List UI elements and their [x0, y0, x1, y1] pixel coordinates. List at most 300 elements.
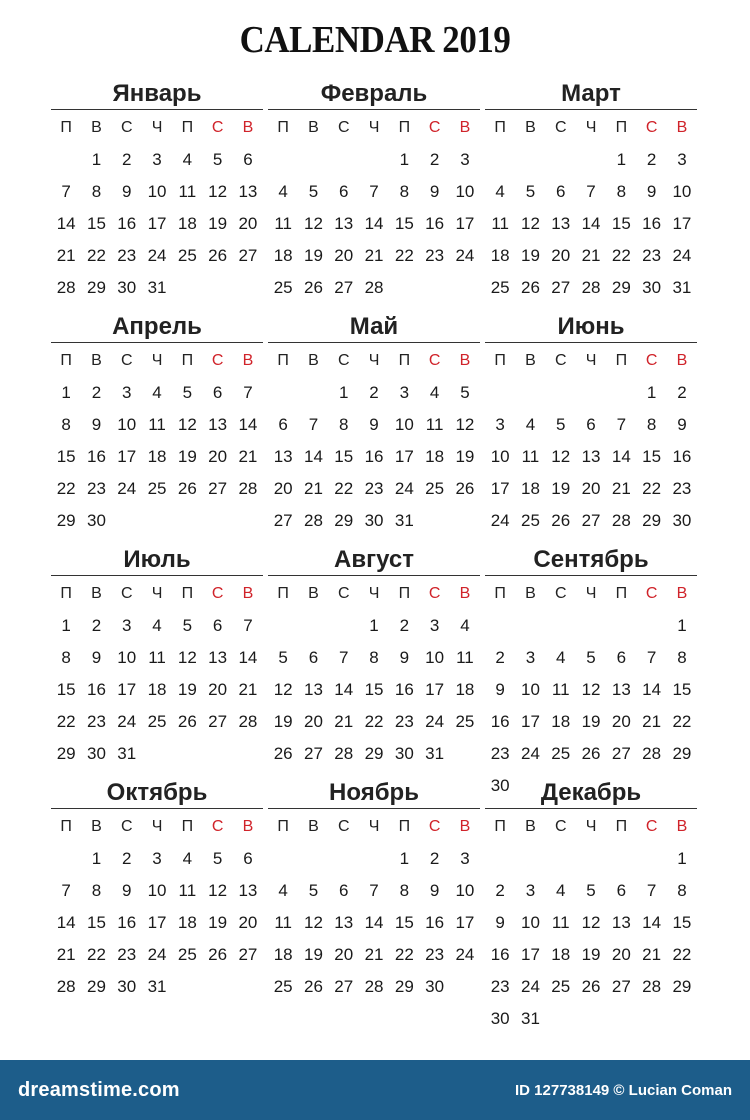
day-cell: 4 [460, 616, 470, 635]
day-cell: 1 [369, 616, 379, 635]
month-block [268, 777, 480, 1010]
empty-cell [606, 377, 636, 409]
weekday-header: В [91, 585, 102, 602]
month-days-grid [51, 112, 263, 304]
day-cell: 17 [672, 214, 692, 233]
day-cell: 9 [399, 648, 410, 667]
weekday-header: С [337, 818, 350, 835]
month-name: Март [485, 78, 697, 110]
weekday-header: П [398, 119, 411, 136]
day-cell: 30 [86, 511, 106, 530]
weekday-header: В [525, 352, 536, 369]
day-cell: 5 [460, 383, 470, 402]
day-cell: 7 [646, 648, 657, 667]
day-cell: 4 [182, 849, 193, 868]
day-cell: 7 [369, 182, 379, 201]
weekday-header: Ч [368, 119, 380, 136]
day-cell: 10 [490, 447, 510, 466]
day-cell: 18 [490, 246, 510, 265]
day-cell: 26 [208, 246, 228, 265]
day-cell: 26 [303, 977, 323, 996]
day-cell: 15 [394, 214, 414, 233]
day-cell: 29 [56, 511, 76, 530]
empty-cell [546, 610, 576, 642]
day-cell: 14 [334, 680, 354, 699]
month-block [485, 78, 697, 311]
weekday-header: С [645, 585, 658, 602]
day-cell: 19 [455, 447, 475, 466]
day-cell: 26 [177, 712, 197, 731]
day-cell: 15 [56, 680, 76, 699]
day-cell: 23 [642, 246, 662, 265]
day-cell: 6 [339, 182, 349, 201]
weekday-header: В [91, 818, 102, 835]
day-cell: 13 [581, 447, 601, 466]
empty-cell [329, 610, 359, 642]
day-cell: 2 [495, 881, 505, 900]
day-cell: 23 [117, 945, 137, 964]
day-cell: 10 [455, 881, 475, 900]
day-cell: 27 [273, 511, 293, 530]
day-cell: 25 [520, 511, 540, 530]
day-cell: 30 [86, 744, 106, 763]
weekday-header: С [554, 119, 567, 136]
day-cell: 3 [429, 616, 440, 635]
day-cell: 22 [56, 712, 76, 731]
day-cell: 21 [238, 447, 258, 466]
day-cell: 27 [334, 977, 354, 996]
day-cell: 26 [273, 744, 293, 763]
day-cell: 6 [339, 881, 349, 900]
day-cell: 8 [61, 648, 71, 667]
month-name: Май [268, 311, 480, 343]
day-cell: 7 [616, 415, 627, 434]
day-cell: 1 [677, 616, 687, 635]
weekday-header: П [277, 352, 289, 369]
empty-cell [485, 843, 515, 875]
weekday-header: С [337, 352, 350, 369]
weekday-header: П [494, 818, 506, 835]
day-cell: 22 [364, 712, 384, 731]
day-cell: 24 [672, 246, 692, 265]
weekday-header: П [615, 352, 628, 369]
month-name: Январь [51, 78, 263, 110]
day-cell: 25 [551, 977, 571, 996]
day-cell: 16 [364, 447, 384, 466]
day-cell: 3 [677, 150, 687, 169]
day-cell: 22 [672, 712, 692, 731]
day-cell: 21 [238, 680, 258, 699]
day-cell: 2 [399, 616, 410, 635]
day-cell: 24 [455, 246, 475, 265]
day-cell: 22 [611, 246, 631, 265]
day-cell: 12 [303, 913, 323, 932]
day-cell: 25 [425, 479, 445, 498]
weekday-header: В [242, 119, 254, 136]
day-cell: 12 [455, 415, 475, 434]
month-name: Ноябрь [268, 777, 480, 809]
day-cell: 28 [303, 511, 323, 530]
day-cell: 10 [394, 415, 414, 434]
day-cell: 11 [491, 214, 509, 233]
day-cell: 31 [147, 278, 167, 297]
day-cell: 14 [238, 415, 258, 434]
day-cell: 3 [460, 849, 470, 868]
day-cell: 19 [581, 712, 601, 731]
day-cell: 29 [86, 977, 106, 996]
day-cell: 25 [273, 278, 293, 297]
day-cell: 30 [117, 977, 137, 996]
day-cell: 2 [91, 383, 102, 402]
day-cell: 7 [61, 881, 71, 900]
day-cell: 27 [551, 278, 571, 297]
month-block [51, 544, 263, 777]
weekday-header: В [459, 119, 471, 136]
day-cell: 10 [147, 182, 167, 201]
day-cell: 21 [642, 712, 662, 731]
day-cell: 27 [334, 278, 354, 297]
day-cell: 2 [429, 150, 440, 169]
weekday-header: Ч [151, 352, 163, 369]
day-cell: 22 [672, 945, 692, 964]
day-cell: 16 [672, 447, 692, 466]
day-cell: 19 [303, 246, 323, 265]
day-cell: 11 [178, 881, 197, 900]
day-cell: 19 [581, 945, 601, 964]
day-cell: 19 [208, 913, 228, 932]
day-cell: 16 [86, 447, 106, 466]
empty-cell [606, 610, 636, 642]
empty-cell [268, 144, 298, 176]
day-cell: 8 [339, 415, 349, 434]
month-days-grid [485, 345, 697, 537]
day-cell: 13 [238, 182, 258, 201]
day-cell: 26 [208, 945, 228, 964]
month-block [268, 311, 480, 544]
day-cell: 23 [117, 246, 137, 265]
day-cell: 18 [177, 214, 197, 233]
day-cell: 24 [147, 246, 167, 265]
day-cell: 11 [551, 680, 570, 699]
day-cell: 8 [399, 881, 410, 900]
day-cell: 14 [238, 648, 258, 667]
day-cell: 2 [677, 383, 687, 402]
empty-cell [268, 610, 298, 642]
month-block [268, 78, 480, 311]
weekday-header: С [211, 119, 224, 136]
day-cell: 30 [117, 278, 137, 297]
empty-cell [515, 144, 545, 176]
day-cell: 13 [238, 881, 258, 900]
day-cell: 11 [178, 182, 197, 201]
empty-cell [485, 377, 515, 409]
day-cell: 23 [672, 479, 692, 498]
day-cell: 5 [278, 648, 288, 667]
day-cell: 9 [122, 182, 132, 201]
day-cell: 2 [429, 849, 440, 868]
day-cell: 28 [642, 977, 662, 996]
day-cell: 12 [303, 214, 323, 233]
day-cell: 2 [369, 383, 379, 402]
empty-cell [329, 144, 359, 176]
day-cell: 5 [182, 616, 193, 635]
weekday-header: П [398, 352, 411, 369]
weekday-header: П [60, 585, 72, 602]
day-cell: 3 [460, 150, 470, 169]
day-cell: 4 [495, 182, 505, 201]
day-cell: 24 [117, 712, 137, 731]
weekday-header: П [494, 119, 506, 136]
day-cell: 6 [243, 849, 253, 868]
empty-cell [268, 377, 298, 409]
day-cell: 18 [551, 712, 571, 731]
day-cell: 15 [394, 913, 414, 932]
day-cell: 4 [556, 881, 566, 900]
empty-cell [515, 610, 545, 642]
day-cell: 7 [369, 881, 379, 900]
day-cell: 10 [117, 415, 137, 434]
day-cell: 19 [177, 447, 197, 466]
day-cell: 30 [490, 1009, 510, 1028]
day-cell: 20 [611, 712, 631, 731]
day-cell: 27 [611, 977, 631, 996]
day-cell: 22 [86, 246, 106, 265]
empty-cell [576, 610, 606, 642]
footer-logo[interactable]: dreamstime.com [18, 1078, 180, 1101]
day-cell: 27 [581, 511, 601, 530]
day-cell: 29 [334, 511, 354, 530]
day-cell: 8 [399, 182, 410, 201]
day-cell: 13 [551, 214, 571, 233]
day-cell: 27 [208, 712, 228, 731]
day-cell: 3 [399, 383, 410, 402]
day-cell: 9 [429, 881, 440, 900]
day-cell: 25 [273, 977, 293, 996]
empty-cell [515, 843, 545, 875]
day-cell: 25 [177, 246, 197, 265]
weekday-header: В [525, 585, 536, 602]
day-cell: 8 [677, 648, 687, 667]
day-cell: 20 [238, 214, 258, 233]
day-cell: 23 [425, 945, 445, 964]
day-cell: 28 [334, 744, 354, 763]
month-name: Август [268, 544, 480, 576]
month-days-grid [485, 578, 697, 802]
weekday-header: П [181, 585, 194, 602]
day-cell: 11 [274, 214, 292, 233]
day-cell: 11 [456, 648, 474, 667]
day-cell: 29 [611, 278, 631, 297]
day-cell: 8 [677, 881, 687, 900]
weekday-header: С [645, 352, 658, 369]
day-cell: 4 [152, 616, 162, 635]
day-cell: 26 [455, 479, 475, 498]
weekday-header: В [676, 119, 688, 136]
day-cell: 6 [212, 616, 223, 635]
day-cell: 6 [616, 881, 627, 900]
day-cell: 21 [364, 945, 384, 964]
day-cell: 3 [122, 383, 132, 402]
day-cell: 14 [642, 913, 662, 932]
weekday-header: П [181, 119, 194, 136]
day-cell: 11 [425, 415, 444, 434]
day-cell: 15 [642, 447, 662, 466]
weekday-header: В [459, 585, 471, 602]
weekday-header: П [277, 818, 289, 835]
day-cell: 3 [525, 881, 536, 900]
empty-cell [546, 377, 576, 409]
day-cell: 27 [238, 945, 258, 964]
day-cell: 1 [399, 849, 410, 868]
day-cell: 24 [455, 945, 475, 964]
day-cell: 21 [642, 945, 662, 964]
day-cell: 13 [208, 415, 228, 434]
day-cell: 26 [520, 278, 540, 297]
day-cell: 13 [303, 680, 323, 699]
day-cell: 13 [611, 913, 631, 932]
weekday-header: П [277, 119, 289, 136]
day-cell: 17 [455, 214, 475, 233]
day-cell: 28 [364, 278, 384, 297]
weekday-header: В [676, 818, 688, 835]
weekday-header: Ч [585, 818, 597, 835]
month-name: Сентябрь [485, 544, 697, 576]
day-cell: 23 [490, 744, 510, 763]
day-cell: 28 [56, 278, 76, 297]
day-cell: 7 [308, 415, 319, 434]
empty-cell [515, 377, 545, 409]
day-cell: 27 [611, 744, 631, 763]
day-cell: 17 [147, 913, 167, 932]
day-cell: 1 [616, 150, 627, 169]
day-cell: 14 [56, 913, 76, 932]
day-cell: 24 [520, 744, 540, 763]
day-cell: 4 [278, 182, 288, 201]
weekday-header: В [91, 119, 102, 136]
day-cell: 15 [56, 447, 76, 466]
month-days-grid [268, 811, 480, 1003]
weekday-header: П [60, 352, 72, 369]
day-cell: 1 [61, 616, 71, 635]
weekday-header: П [398, 585, 411, 602]
day-cell: 20 [334, 945, 354, 964]
weekday-header: С [120, 818, 133, 835]
day-cell: 5 [182, 383, 193, 402]
day-cell: 7 [339, 648, 349, 667]
weekday-header: Ч [585, 585, 597, 602]
weekday-header: В [308, 352, 319, 369]
day-cell: 5 [212, 150, 223, 169]
month-block [268, 544, 480, 777]
empty-cell [485, 610, 515, 642]
day-cell: 29 [56, 744, 76, 763]
day-cell: 29 [394, 977, 414, 996]
empty-cell [298, 144, 328, 176]
day-cell: 5 [586, 648, 596, 667]
weekday-header: П [494, 352, 506, 369]
month-days-grid [268, 578, 480, 770]
weekday-header: С [211, 585, 224, 602]
empty-cell [606, 843, 636, 875]
weekday-header: В [242, 818, 254, 835]
day-cell: 10 [425, 648, 445, 667]
day-cell: 9 [369, 415, 379, 434]
day-cell: 23 [490, 977, 510, 996]
day-cell: 14 [56, 214, 76, 233]
day-cell: 2 [646, 150, 657, 169]
day-cell: 26 [303, 278, 323, 297]
empty-cell [298, 610, 328, 642]
day-cell: 20 [303, 712, 323, 731]
weekday-header: Ч [368, 818, 380, 835]
day-cell: 29 [642, 511, 662, 530]
day-cell: 1 [646, 383, 657, 402]
day-cell: 5 [308, 881, 319, 900]
day-cell: 3 [122, 616, 132, 635]
day-cell: 17 [490, 479, 510, 498]
day-cell: 11 [551, 913, 570, 932]
day-cell: 13 [611, 680, 631, 699]
empty-cell [298, 843, 328, 875]
weekday-header: С [337, 119, 350, 136]
day-cell: 6 [308, 648, 319, 667]
weekday-header: П [615, 585, 628, 602]
empty-cell [636, 610, 666, 642]
weekday-header: Ч [585, 119, 597, 136]
day-cell: 10 [520, 913, 540, 932]
day-cell: 23 [86, 712, 106, 731]
day-cell: 20 [611, 945, 631, 964]
empty-cell [359, 144, 389, 176]
day-cell: 2 [122, 150, 132, 169]
day-cell: 23 [425, 246, 445, 265]
day-cell: 10 [117, 648, 137, 667]
weekday-header: В [525, 119, 536, 136]
day-cell: 17 [117, 680, 137, 699]
empty-cell [546, 843, 576, 875]
day-cell: 25 [455, 712, 475, 731]
day-cell: 11 [521, 447, 540, 466]
day-cell: 8 [616, 182, 627, 201]
day-cell: 28 [611, 511, 631, 530]
day-cell: 29 [364, 744, 384, 763]
day-cell: 31 [520, 1009, 540, 1028]
day-cell: 10 [147, 881, 167, 900]
day-cell: 31 [425, 744, 445, 763]
day-cell: 13 [334, 913, 354, 932]
day-cell: 18 [551, 945, 571, 964]
day-cell: 8 [646, 415, 657, 434]
day-cell: 9 [646, 182, 657, 201]
weekday-header: С [428, 119, 441, 136]
day-cell: 3 [495, 415, 505, 434]
day-cell: 5 [212, 849, 223, 868]
day-cell: 12 [177, 415, 197, 434]
day-cell: 24 [394, 479, 414, 498]
empty-cell [636, 843, 666, 875]
month-block [51, 311, 263, 544]
day-cell: 31 [147, 977, 167, 996]
day-cell: 21 [303, 479, 323, 498]
day-cell: 9 [495, 913, 505, 932]
day-cell: 20 [334, 246, 354, 265]
day-cell: 18 [425, 447, 445, 466]
day-cell: 29 [86, 278, 106, 297]
day-cell: 25 [177, 945, 197, 964]
day-cell: 26 [581, 744, 601, 763]
day-cell: 17 [520, 712, 540, 731]
weekday-header: П [277, 585, 289, 602]
